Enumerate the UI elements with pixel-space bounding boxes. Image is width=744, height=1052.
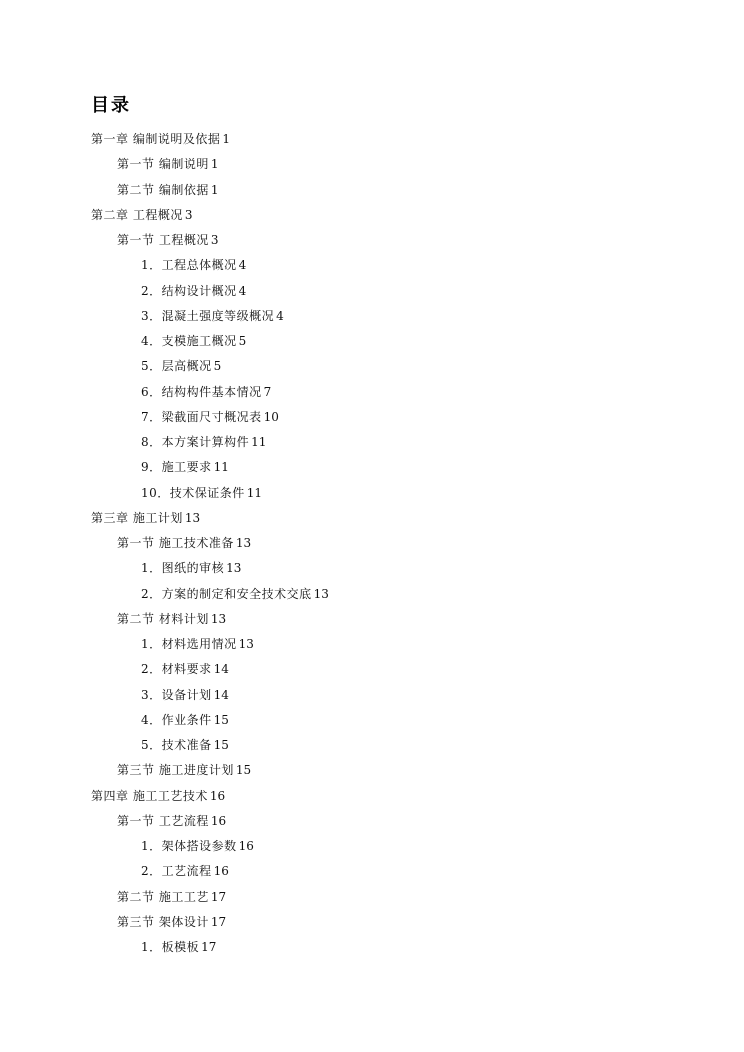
toc-entry-page-number: 17 [210,914,227,929]
table-of-contents [0,127,744,960]
toc-entry[interactable] [0,178,744,203]
toc-entry[interactable] [0,885,744,910]
toc-entry-text: 1．材料选用情况 [141,637,237,651]
toc-entry-page-number: 1 [222,132,230,146]
toc-entry-page-number: 1 [210,157,219,172]
toc-entry[interactable] [0,935,744,960]
toc-entry-text: 第三节 施工进度计划 [117,763,234,778]
toc-entry[interactable] [0,405,744,430]
toc-entry[interactable] [0,279,744,304]
toc-entry-page-number: 10 [263,409,279,424]
toc-entry-text: 第一章 编制说明及依据 [91,132,221,146]
toc-entry-page-number: 13 [210,611,227,626]
toc-entry[interactable] [0,910,744,935]
toc-entry[interactable] [0,607,744,632]
toc-entry[interactable] [0,228,744,253]
toc-entry-page-number: 15 [213,712,229,727]
toc-entry[interactable] [0,127,744,152]
toc-entry-text: 1．工程总体概况 [141,258,237,273]
toc-entry-text: 第四章 施工工艺技术 [91,788,208,803]
toc-entry[interactable] [0,152,744,177]
toc-entry-page-number: 15 [235,763,252,778]
toc-entry-text: 第一节 工艺流程 [117,813,209,828]
toc-entry-page-number: 15 [213,738,229,752]
toc-entry-text: 2．工艺流程 [141,864,212,879]
toc-entry-text: 1．图纸的审核 [141,561,225,576]
toc-entry-text: 10．技术保证条件 [141,485,245,500]
toc-entry[interactable] [0,329,744,354]
toc-entry-text: 2．方案的制定和安全技术交底 [141,586,312,601]
toc-entry-text: 9．施工要求 [141,460,212,475]
toc-entry-text: 第一节 施工技术准备 [117,536,234,550]
toc-entry-page-number: 3 [210,233,219,247]
toc-entry-page-number: 16 [209,788,226,803]
toc-entry-page-number: 17 [201,940,217,954]
toc-entry-text: 第一节 工程概况 [117,233,209,247]
toc-entry-page-number: 13 [313,586,329,601]
toc-entry-text: 3．混凝土强度等级概况 [141,308,275,323]
toc-entry[interactable] [0,708,744,733]
toc-entry[interactable] [0,354,744,379]
toc-entry[interactable] [0,455,744,480]
toc-entry[interactable] [0,430,744,455]
toc-entry-text: 3．设备计划 [141,687,212,702]
toc-entry-page-number: 4 [238,258,247,273]
toc-entry[interactable] [0,733,744,758]
toc-entry-page-number: 11 [246,485,263,500]
toc-title: 目录 [91,95,131,116]
toc-entry-page-number: 14 [213,687,229,702]
toc-entry[interactable] [0,304,744,329]
toc-entry-page-number: 1 [210,182,219,197]
toc-entry-page-number: 13 [238,637,254,651]
toc-entry-text: 1．架体搭设参数 [141,839,237,853]
toc-entry[interactable] [0,531,744,556]
toc-entry-page-number: 14 [213,662,229,677]
toc-entry[interactable] [0,203,744,228]
toc-entry-page-number: 4 [238,283,247,298]
toc-entry-page-number: 16 [210,813,227,828]
toc-entry[interactable] [0,506,744,531]
toc-entry-text: 第二节 材料计划 [117,611,209,626]
toc-entry-text: 4．作业条件 [141,712,212,727]
toc-entry[interactable] [0,834,744,859]
toc-entry-text: 第三节 架体设计 [117,914,209,929]
toc-entry[interactable] [0,380,744,405]
toc-entry-page-number: 13 [226,561,242,576]
toc-entry[interactable] [0,556,744,581]
toc-entry-text: 第一节 编制说明 [117,157,209,172]
toc-entry-page-number: 3 [184,207,193,222]
toc-entry-text: 2．材料要求 [141,662,212,677]
toc-entry-page-number: 13 [184,510,201,525]
toc-entry-text: 7．梁截面尺寸概况表 [141,409,262,424]
toc-entry[interactable] [0,683,744,708]
toc-entry-page-number: 11 [251,435,267,449]
toc-entry-text: 第二节 施工工艺 [117,889,209,904]
toc-entry-text: 第二章 工程概况 [91,207,183,222]
toc-entry[interactable] [0,859,744,884]
toc-entry[interactable] [0,784,744,809]
toc-entry-text: 6．结构构件基本情况 [141,384,262,399]
toc-entry-page-number: 16 [238,839,254,853]
toc-entry[interactable] [0,481,744,506]
toc-entry[interactable] [0,253,744,278]
toc-entry[interactable] [0,632,744,657]
toc-entry[interactable] [0,582,744,607]
toc-entry[interactable] [0,809,744,834]
toc-entry-text: 第二节 编制依据 [117,182,209,197]
toc-entry-page-number: 13 [235,536,252,550]
toc-entry-text: 4．支模施工概况 [141,334,237,348]
toc-entry-page-number: 4 [276,308,284,323]
toc-entry-page-number: 5 [213,359,222,374]
toc-entry-page-number: 16 [213,864,229,879]
toc-entry-text: 1．板模板 [141,940,200,954]
toc-entry[interactable] [0,657,744,682]
toc-entry-text: 第三章 施工计划 [91,510,183,525]
toc-entry-page-number: 5 [238,334,247,348]
toc-entry-text: 2．结构设计概况 [141,283,237,298]
toc-entry-page-number: 11 [213,460,229,475]
toc-entry-page-number: 17 [210,889,227,904]
toc-entry-text: 5．层高概况 [141,359,212,374]
toc-entry[interactable] [0,758,744,783]
toc-entry-page-number: 7 [263,384,272,399]
toc-entry-text: 5．技术准备 [141,738,212,752]
toc-entry-text: 8．本方案计算构件 [141,435,250,449]
